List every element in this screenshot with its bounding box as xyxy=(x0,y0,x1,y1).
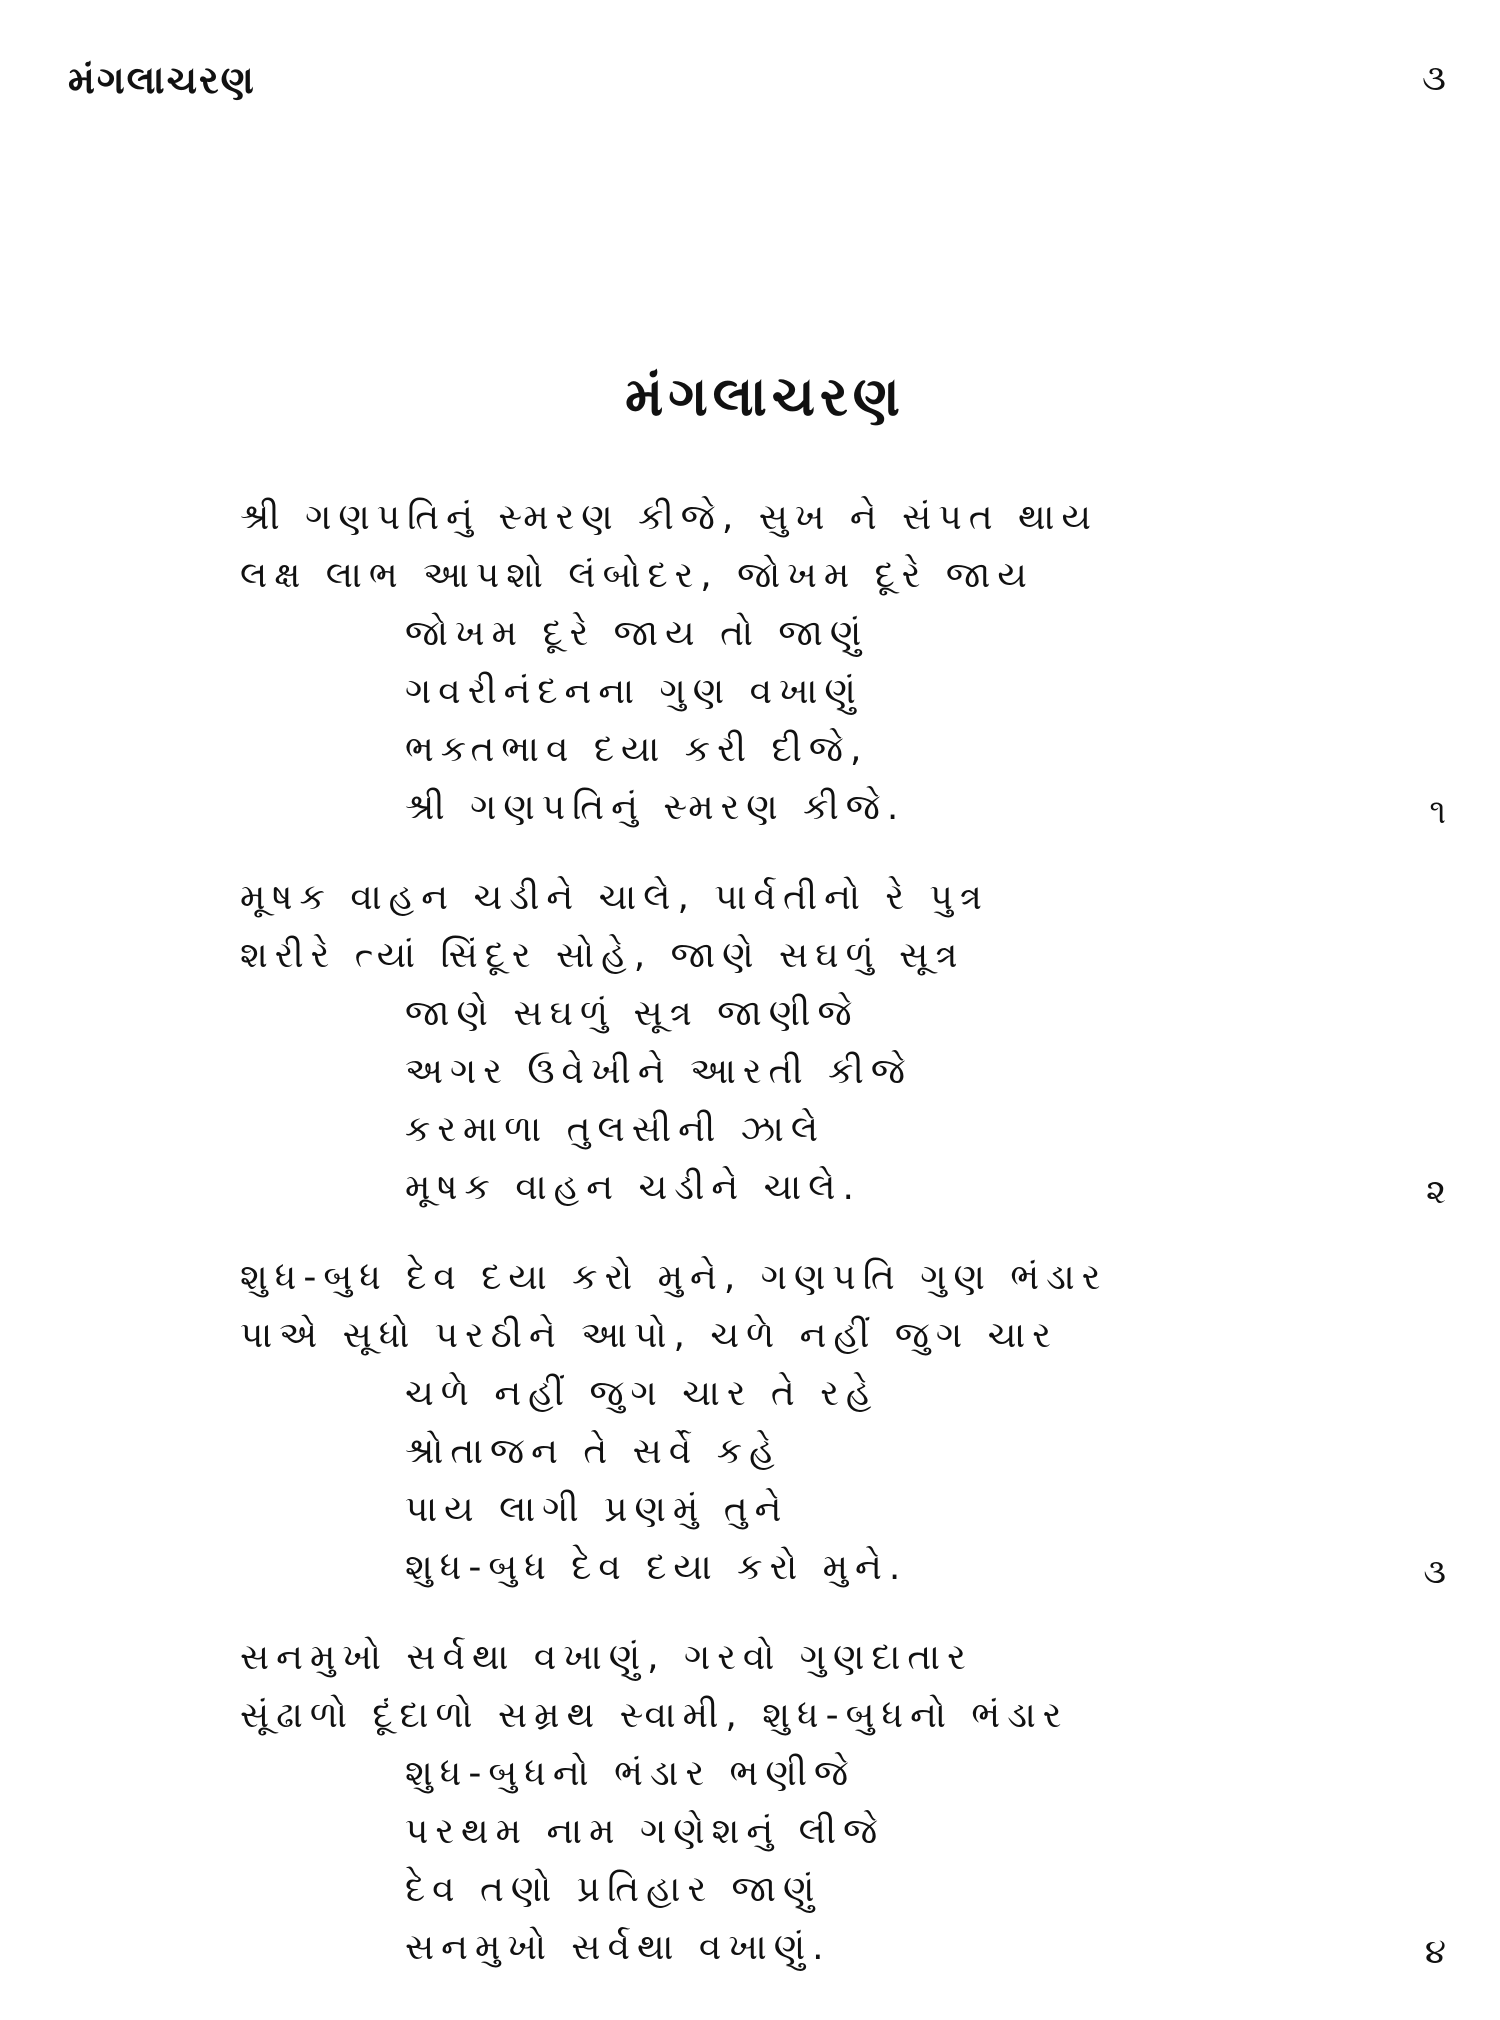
page-title: મંગલાચરણ xyxy=(625,365,905,428)
verse-line: શુધ-બુધ દેવ દયા કરો મુને. xyxy=(405,1547,908,1588)
running-header-title: મંગલાચરણ xyxy=(68,58,256,102)
verse-line: સનમુખો સર્વથા વખાણું. xyxy=(405,1927,831,1968)
verse-line: જોખમ દૂરે જાય તો જાણું xyxy=(405,613,869,654)
verse-line: શ્રી ગણપતિનું સ્મરણ કીજે. xyxy=(405,787,906,828)
verse-line: પરથમ નામ ગણેશનું લીજે xyxy=(405,1811,885,1852)
verse-line: ચળે નહીં જુગ ચાર તે રહે xyxy=(405,1373,879,1414)
verse-line: મૂષક વાહન ચડીને ચાલે, પાર્વતીનો રે પુત્ર xyxy=(240,877,989,918)
verse-line: સનમુખો સર્વથા વખાણું, ગરવો ગુણદાતાર xyxy=(240,1637,973,1678)
stanza-2 xyxy=(0,877,1500,1260)
verse-line: શુધ-બુધનો ભંડાર ભણીજે xyxy=(405,1753,856,1794)
stanza-number: ૩ xyxy=(1423,1552,1446,1592)
stanza-number: ૪ xyxy=(1424,1932,1446,1972)
verse-line: શ્રી ગણપતિનું સ્મરણ કીજે, સુખ ને સંપત થાય xyxy=(240,497,1098,538)
verse-line: શુધ-બુધ દેવ દયા કરો મુને, ગણપતિ ગુણ ભંડાર xyxy=(240,1257,1108,1298)
verse-line: સૂંઢાળો દૂંદાળો સમ્રથ સ્વામી, શુધ-બુધનો ભંડાર xyxy=(240,1695,1069,1736)
poem-body xyxy=(0,497,1500,2020)
verse-line: પાએ સૂધો પરઠીને આપો, ચળે નહીં જુગ ચાર xyxy=(240,1315,1058,1356)
verse-line: ભક્તભાવ દયા કરી દીજે, xyxy=(405,729,869,770)
verse-line: અગર ઉવેખીને આરતી કીજે xyxy=(405,1051,912,1092)
stanza-number: ૧ xyxy=(1429,792,1446,832)
verse-line: લક્ષ લાભ આપશો લંબોદર, જોખમ દૂરે જાય xyxy=(240,555,1034,596)
verse-line: પાય લાગી પ્રણમું તુને xyxy=(405,1489,789,1530)
stanza-4 xyxy=(0,1637,1500,2020)
stanza-3 xyxy=(0,1257,1500,1640)
verse-line: મૂષક વાહન ચડીને ચાલે. xyxy=(405,1167,861,1208)
verse-line: કરમાળા તુલસીની ઝાલે xyxy=(405,1109,826,1150)
verse-line: ગવરીનંદનના ગુણ વખાણું xyxy=(405,671,863,712)
stanza-number: ૨ xyxy=(1426,1172,1446,1212)
page-number: ૩ xyxy=(1422,58,1446,99)
verse-line: જાણે સઘળું સૂત્ર જાણીજે xyxy=(405,993,859,1034)
verse-line: દેવ તણો પ્રતિહાર જાણું xyxy=(405,1869,822,1910)
stanza-1 xyxy=(0,497,1500,880)
verse-line: શ્રોતાજન તે સર્વે કહે xyxy=(405,1431,782,1472)
verse-line: શરીરે ત્યાં સિંદૂર સોહે, જાણે સઘળું સૂત્ર xyxy=(240,935,965,976)
